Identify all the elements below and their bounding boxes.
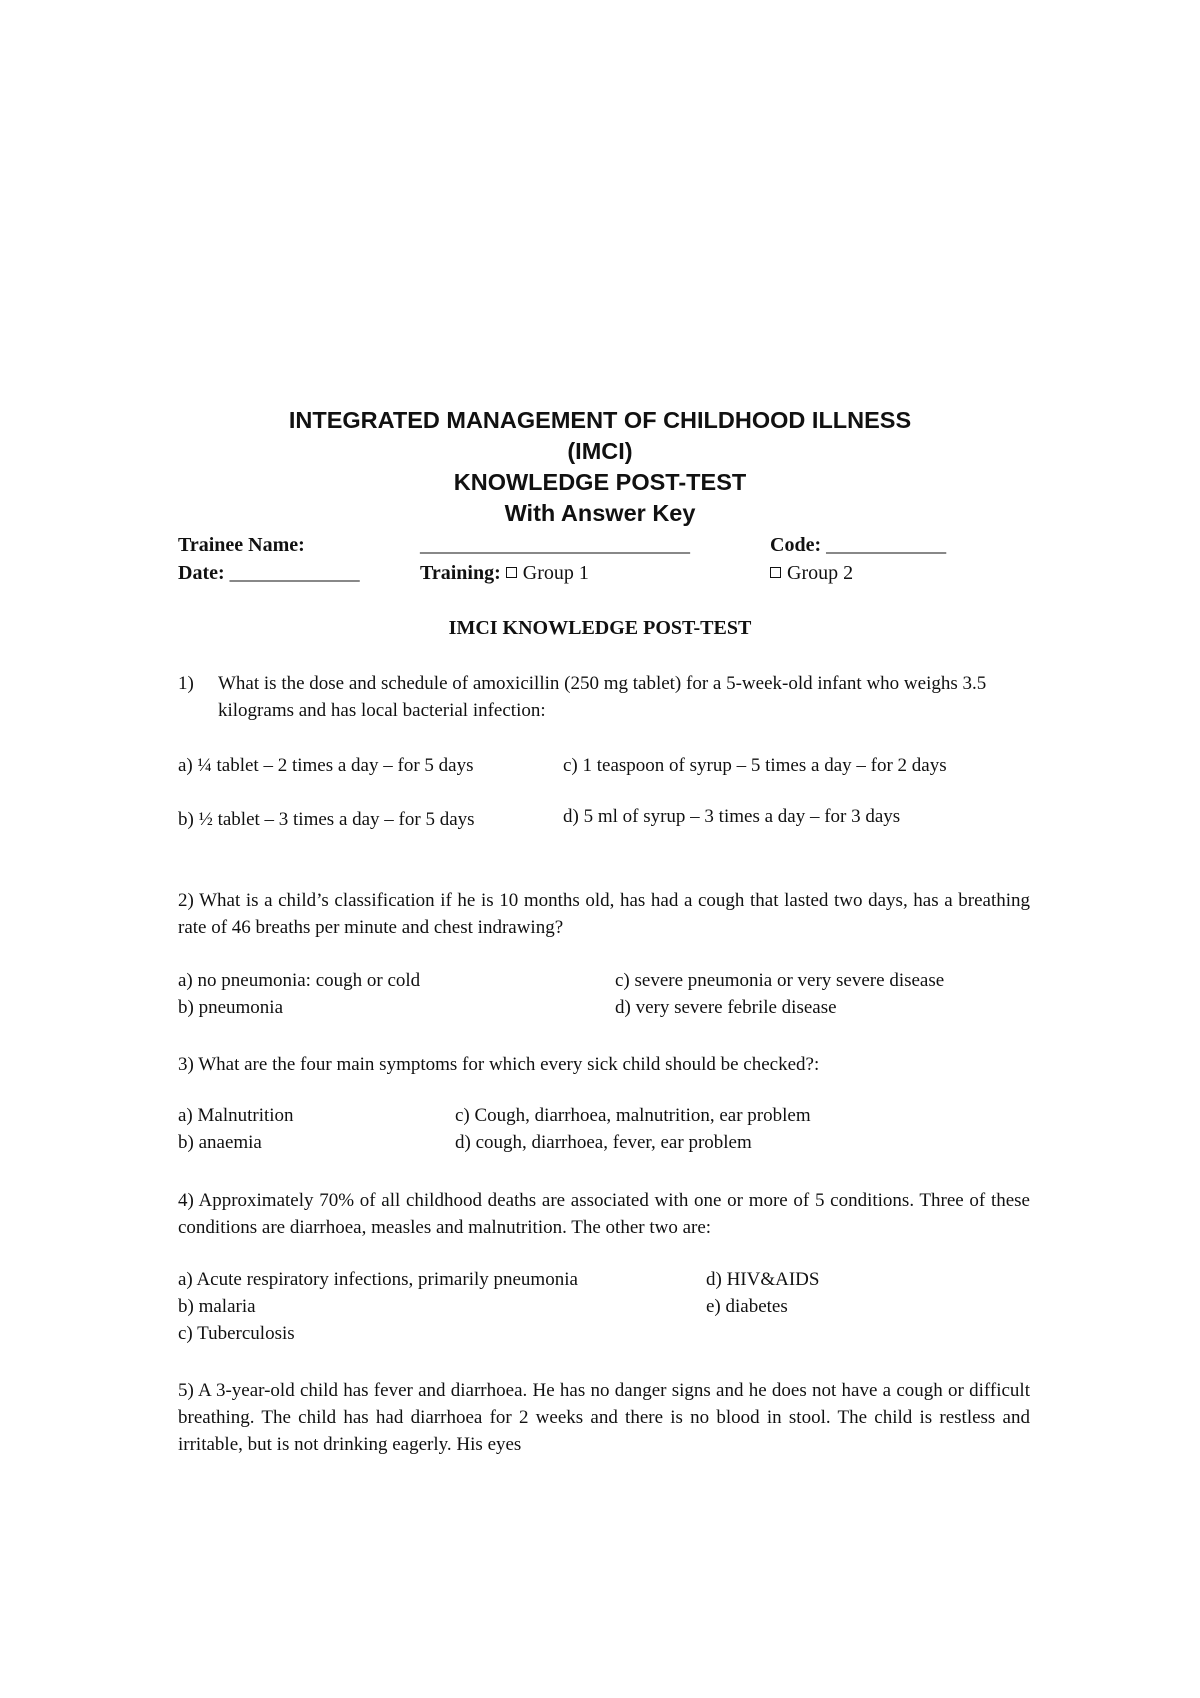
date-label: Date: bbox=[178, 562, 225, 584]
question-2-option-a: a) no pneumonia: cough or cold bbox=[178, 970, 421, 991]
training-row bbox=[420, 562, 589, 585]
question-3-option-d: d) cough, diarrhoea, fever, ear problem bbox=[455, 1132, 752, 1153]
code-field-row bbox=[770, 534, 946, 557]
title-line-3: KNOWLEDGE POST-TEST bbox=[453, 469, 747, 495]
group-1-label: Group 1 bbox=[522, 562, 589, 584]
question-4-option-c: c) Tuberculosis bbox=[178, 1323, 295, 1344]
question-2-option-b: b) pneumonia bbox=[178, 997, 284, 1018]
question-1-number: 1) bbox=[178, 673, 194, 694]
group-1-checkbox[interactable] bbox=[506, 567, 517, 578]
question-4-option-e: e) diabetes bbox=[706, 1296, 788, 1317]
title-line-4: With Answer Key bbox=[504, 500, 696, 526]
group-2-label: Group 2 bbox=[787, 562, 854, 584]
group-2-row bbox=[770, 562, 853, 585]
trainee-name-field[interactable]: ___________________________ bbox=[420, 534, 690, 556]
trainee-name-label: Trainee Name: bbox=[178, 534, 305, 556]
question-2-text: 2) What is a child’s classification if he is 10 months old, has had a cough that lasted two days, has a breathing rate of 46 breaths per minute and chest indrawing? bbox=[178, 890, 1030, 938]
question-3-text: 3) What are the four main symptoms for which every sick child should be checked?: bbox=[178, 1054, 820, 1075]
code-label: Code: bbox=[770, 534, 822, 556]
question-3-option-a: a) Malnutrition bbox=[178, 1105, 294, 1126]
question-4-option-a: a) Acute respiratory infections, primarily pneumonia bbox=[178, 1269, 578, 1290]
title-line-1: INTEGRATED MANAGEMENT OF CHILDHOOD ILLNESS bbox=[288, 407, 912, 433]
question-3-option-b: b) anaemia bbox=[178, 1132, 262, 1153]
question-1 bbox=[178, 670, 1030, 724]
title-line-2: (IMCI) bbox=[567, 438, 633, 464]
date-field-row bbox=[178, 562, 360, 585]
question-1-option-d: d) 5 ml of syrup – 3 times a day – for 3 days bbox=[563, 806, 901, 827]
question-4-option-b: b) malaria bbox=[178, 1296, 256, 1317]
date-field[interactable]: _____________ bbox=[229, 562, 360, 584]
document-title bbox=[170, 405, 1030, 529]
question-2-option-d: d) very severe febrile disease bbox=[615, 997, 837, 1018]
question-2-option-c: c) severe pneumonia or very severe disease bbox=[615, 970, 945, 991]
section-title: IMCI KNOWLEDGE POST-TEST bbox=[448, 617, 752, 639]
code-field[interactable]: ____________ bbox=[826, 534, 947, 556]
question-5-text: 5) A 3-year-old child has fever and diarrhoea. He has no danger signs and he does not have a cough or difficult breathing. The child has had diarrhoea for 2 weeks and there is no blood in stool. The child is restless and irritable, but is not drinking eagerly. His eyes bbox=[178, 1380, 1030, 1455]
question-1-text: What is the dose and schedule of amoxicillin (250 mg tablet) for a 5-week-old infant who weighs 3.5 kilograms and has local bacterial infection: bbox=[218, 673, 987, 721]
group-2-checkbox[interactable] bbox=[770, 567, 781, 578]
question-1-option-c: c) 1 teaspoon of syrup – 5 times a day – for 2 days bbox=[563, 755, 947, 776]
question-1-option-a: a) ¼ tablet – 2 times a day – for 5 days bbox=[178, 755, 474, 776]
training-label: Training: bbox=[420, 562, 501, 584]
question-4-text: 4) Approximately 70% of all childhood deaths are associated with one or more of 5 conditions. Three of these conditions are diarrhoea, measles and malnutrition. The other two are: bbox=[178, 1190, 1030, 1238]
question-4-option-d: d) HIV&AIDS bbox=[706, 1269, 820, 1290]
question-1-option-b: b) ½ tablet – 3 times a day – for 5 days bbox=[178, 809, 475, 830]
question-3-option-c: c) Cough, diarrhoea, malnutrition, ear problem bbox=[455, 1105, 811, 1126]
